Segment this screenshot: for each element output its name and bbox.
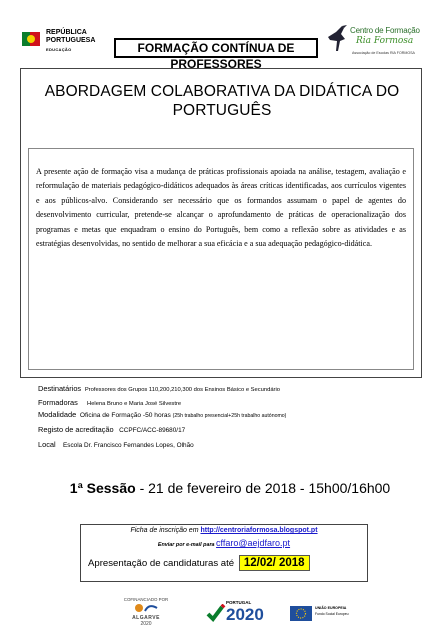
session-text: - 21 de fevereiro de 2018 - 15h00/16h00	[139, 480, 391, 496]
centre-title: Centro de Formação	[350, 26, 420, 35]
european-union-logo	[290, 600, 349, 626]
formadoras-value: Helena Bruno e Maria José Silvestre	[87, 401, 182, 407]
registo-label: Registo de acreditação	[38, 425, 114, 434]
form-label: Ficha de inscrição em	[130, 527, 199, 534]
local-label: Local	[38, 440, 56, 449]
deadline-line	[88, 557, 360, 569]
session-label: 1ª Sessão	[69, 480, 136, 496]
local-row	[38, 440, 194, 449]
form-link[interactable]: http://centroriaformosa.blogspot.pt	[200, 527, 318, 534]
registo-row	[38, 425, 185, 434]
modalidade-value: Oficina de Formação -50 horas	[79, 412, 171, 419]
algarve-mark-icon	[131, 602, 161, 614]
deadline-label: Apresentação de candidaturas até	[88, 558, 235, 569]
modalidade-note: (25h trabalho presencial+25h trabalho autónomo)	[172, 413, 287, 419]
portugal-2020-mark-icon	[204, 604, 226, 624]
centre-name: Ria Formosa	[356, 36, 414, 46]
email-line	[80, 538, 368, 548]
eu-flag-icon	[290, 606, 312, 621]
portugal-2020-logo	[204, 600, 274, 626]
eu-text: UNIÃO EUROPEIA	[315, 606, 347, 610]
program-title: FORMAÇÃO CONTÍNUA DE PROFESSORES	[114, 38, 318, 58]
destinatarios-row	[38, 384, 280, 393]
bird-icon	[326, 23, 350, 53]
local-value: Escola Dr. Francisco Fernandes Lopes, Olhão	[63, 442, 194, 449]
republic-sub: EDUCAÇÃO	[46, 47, 72, 52]
modalidade-label: Modalidade	[38, 410, 77, 419]
pt2020-small: PORTUGAL	[226, 600, 252, 605]
registo-value: CCPFC/ACC-89680/17	[119, 427, 186, 434]
republica-portuguesa-logo	[20, 18, 110, 54]
centro-formacao-logo	[322, 20, 426, 64]
algarve-name: ALGARVE	[132, 615, 160, 621]
email-link[interactable]: cffaro@aejdfaro.pt	[216, 538, 291, 548]
form-line	[80, 527, 368, 534]
republic-line2: PORTUGUESA	[46, 37, 96, 44]
email-label: Enviar por e-mail para	[157, 542, 215, 548]
destinatarios-value: Professores dos Grupos 110,200,210,300 dos Ensinos Básico e Secundário	[84, 387, 280, 393]
session-line	[20, 480, 440, 496]
destinatarios-label: Destinatários	[38, 384, 82, 393]
deadline-date: 12/02/ 2018	[239, 555, 310, 571]
algarve-year: 2020	[140, 621, 152, 627]
formadoras-label: Formadoras	[38, 398, 78, 407]
page-title: ABORDAGEM COLABORATIVA DA DIDÁTICA DO PORTUGUÊS	[44, 83, 400, 119]
intro-paragraph: A presente ação de formação visa a mudança de práticas profissionais apoiada na análise, testagem, avaliação e reformulação de materiais pedagógico-didáticos adequados às áreas críticas identificadas, aos currículos vigentes e aos públicos-alvo. Considerando ser necessário que os formandos assumam o papel de agentes do desenvolvimento curricular, pretende-se alcançar o aprofundamento de práticas de operacionalização dos programas e metas que enquadram o ensino do Português, bem como a reflexão sobre as atividades e as estratégias desenvolvidas, no sentido de melhorar a sua eficácia e a sua adequação pedagógico-didática.	[36, 167, 406, 249]
formadoras-row	[38, 398, 181, 407]
modalidade-row	[38, 410, 286, 419]
algarve-cofinanced-text: COFINANCIADO POR	[123, 597, 169, 602]
eu-sub: Fundo Social Europeu	[315, 612, 349, 616]
portugal-flag-icon	[22, 32, 40, 46]
algarve-2020-logo	[120, 597, 172, 627]
centre-assoc: Associação de Escolas RIA FORMOSA	[352, 51, 415, 55]
pt2020-name: 2020	[226, 605, 264, 624]
republic-line1: REPÚBLICA	[46, 29, 87, 36]
